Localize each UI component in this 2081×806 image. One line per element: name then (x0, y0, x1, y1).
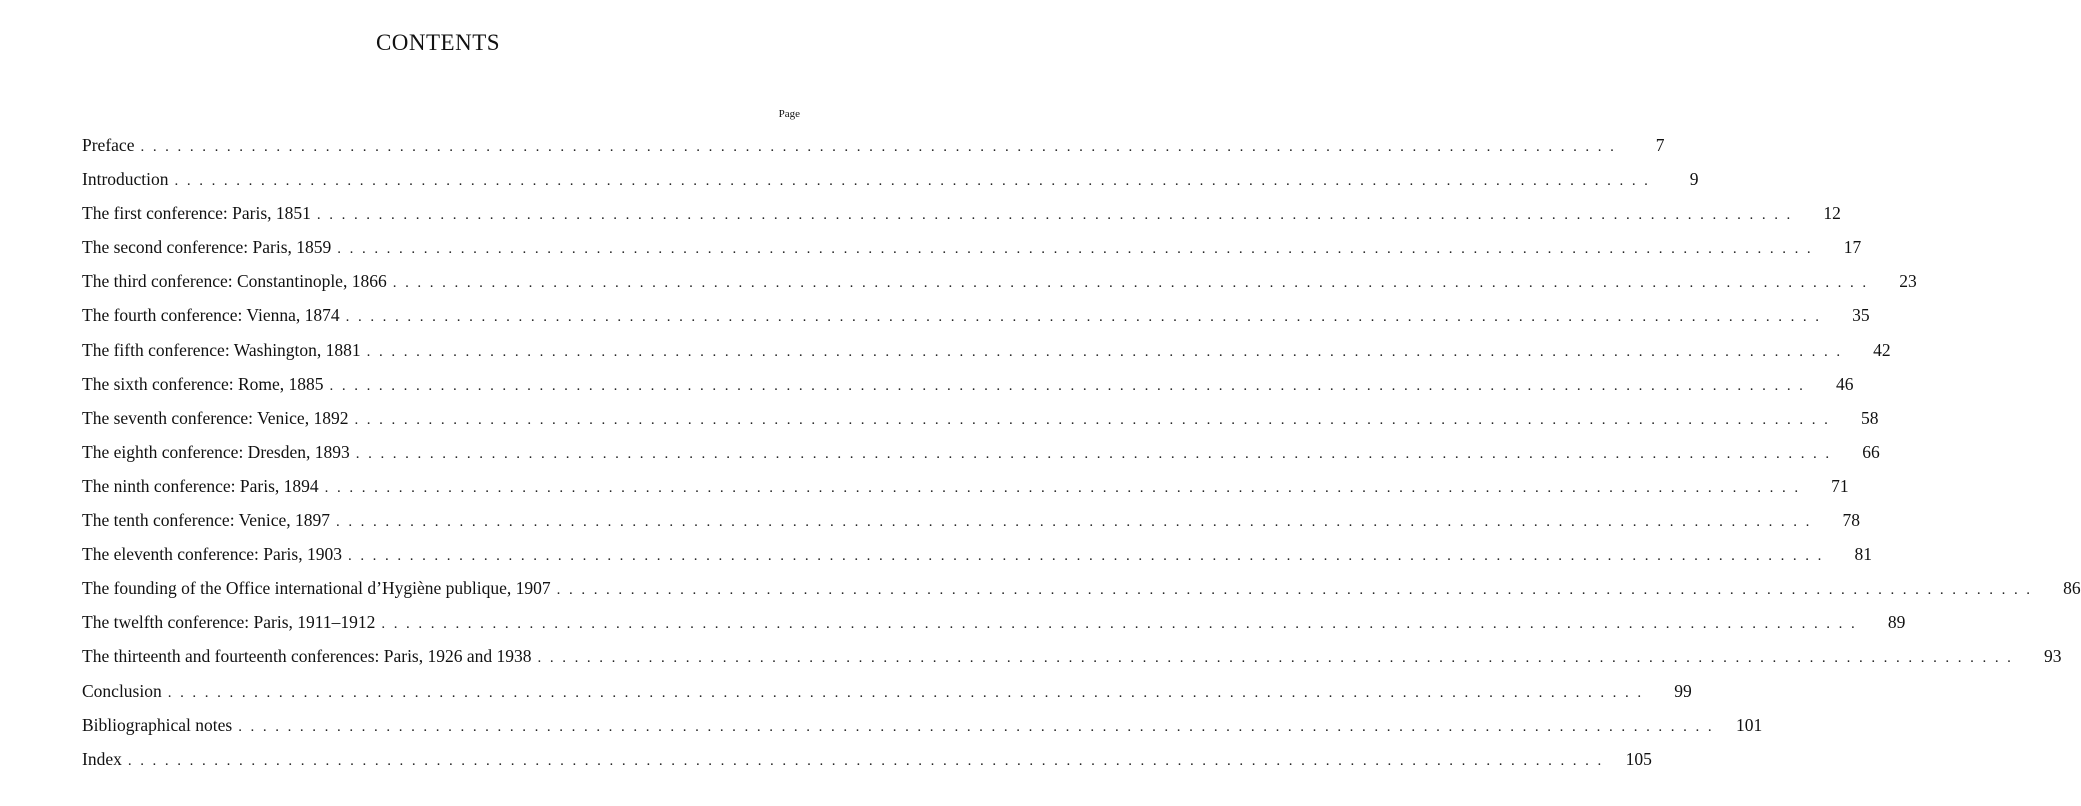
toc-entry-label: The thirteenth and fourteenth conferences: Paris, 1926 and 1938 (82, 639, 538, 673)
toc-entry-page: 89 (1887, 612, 1906, 633)
toc-entry-label: The sixth conference: Rome, 1885 (82, 367, 330, 401)
dot-leader: ........................................................................................................................ (366, 343, 1849, 360)
toc-entry-label: The fourth conference: Vienna, 1874 (82, 298, 346, 332)
toc-entry-label: Preface (82, 128, 140, 162)
toc-entry-label: The twelfth conference: Paris, 1911–1912 (82, 605, 381, 639)
toc-entry (82, 503, 1860, 537)
toc-entry-label: The fifth conference: Washington, 1881 (82, 333, 367, 367)
dot-leader: ........................................................................................................................ (355, 445, 1838, 462)
dot-leader: ........................................................................................................................ (174, 173, 1657, 190)
dot-leader: ........................................................................................................................ (347, 548, 1830, 565)
dot-leader: ........................................................................................................................ (140, 139, 1623, 155)
toc-entry-page: 86 (2063, 578, 2081, 599)
dot-leader: ........................................................................................................................ (329, 377, 1812, 394)
page-column-label: Page (778, 108, 800, 120)
toc-entry (82, 264, 1917, 298)
toc-entry-page: 46 (1836, 373, 1854, 394)
toc-entry-label: The first conference: Paris, 1851 (82, 196, 317, 230)
toc-entry (82, 367, 1854, 401)
toc-entry (82, 742, 1652, 776)
dot-leader: ........................................................................................................................ (335, 514, 1818, 531)
page-title: CONTENTS (375, 30, 501, 55)
toc-entry-label: The eighth conference: Dresden, 1893 (82, 435, 356, 469)
toc-entry-label: The eleventh conference: Paris, 1903 (82, 537, 348, 571)
toc-entry (82, 196, 1841, 230)
toc-entry (82, 333, 1891, 367)
toc-entry-page: 17 (1843, 237, 1862, 258)
toc-entry-page: 81 (1854, 544, 1872, 565)
toc-entry-label: The second conference: Paris, 1859 (82, 230, 337, 264)
toc-entry-page: 9 (1689, 169, 1699, 190)
toc-entry (82, 571, 2081, 605)
table-of-contents (82, 128, 2081, 776)
toc-entry-page: 101 (1735, 714, 1763, 735)
dot-leader: ........................................................................................................................ (537, 650, 2020, 667)
toc-entry-label: The ninth conference: Paris, 1894 (82, 469, 325, 503)
toc-entry (82, 708, 1763, 742)
dot-leader: ........................................................................................................................ (316, 207, 1799, 224)
toc-entry-page: 23 (1899, 271, 1917, 292)
toc-entry (82, 537, 1872, 571)
toc-entry (82, 162, 1699, 196)
toc-entry (82, 435, 1880, 469)
toc-entry (82, 469, 1849, 503)
dot-leader: ........................................................................................................................ (337, 241, 1820, 258)
toc-entry-page: 78 (1842, 510, 1860, 531)
toc-entry-label: Index (82, 742, 128, 776)
toc-entry-page: 99 (1674, 680, 1692, 701)
toc-entry (82, 639, 2062, 673)
toc-entry-label: Bibliographical notes (82, 708, 238, 742)
toc-entry-page: 42 (1873, 339, 1891, 360)
toc-entry (82, 605, 1906, 639)
toc-entry-page: 105 (1625, 748, 1652, 769)
toc-entry-page: 93 (2044, 646, 2062, 667)
toc-entry-page: 7 (1655, 135, 1665, 155)
toc-entry-label: The seventh conference: Venice, 1892 (82, 401, 354, 435)
dot-leader: ........................................................................................................................ (381, 616, 1864, 633)
dot-leader: ........................................................................................................................ (392, 275, 1875, 292)
dot-leader: ........................................................................................................................ (127, 752, 1610, 769)
toc-entry (82, 298, 1870, 332)
toc-entry-page: 71 (1831, 475, 1849, 496)
toc-entry-page: 66 (1862, 441, 1880, 462)
dot-leader: ........................................................................................................................ (324, 479, 1807, 496)
toc-entry-label: Introduction (82, 162, 175, 196)
toc-entry-label: The third conference: Constantinople, 1866 (82, 264, 393, 298)
toc-entry (82, 230, 1862, 264)
toc-entry-page: 58 (1860, 407, 1879, 428)
toc-entry-label: Conclusion (82, 674, 168, 708)
dot-leader: ........................................................................................................................ (354, 411, 1837, 428)
toc-entry (82, 128, 1665, 162)
toc-entry-label: The tenth conference: Venice, 1897 (82, 503, 336, 537)
toc-entry-page: 35 (1852, 305, 1870, 326)
toc-entry (82, 674, 1692, 708)
toc-entry (82, 401, 1879, 435)
dot-leader: ........................................................................................................................ (167, 684, 1650, 701)
dot-leader: ........................................................................................................................ (345, 309, 1828, 326)
toc-entry-label: The founding of the Office international d’Hygiène publique, 1907 (82, 571, 557, 605)
dot-leader: ........................................................................................................................ (556, 582, 2039, 599)
dot-leader: ........................................................................................................................ (238, 718, 1721, 735)
toc-entry-page: 12 (1823, 203, 1841, 224)
